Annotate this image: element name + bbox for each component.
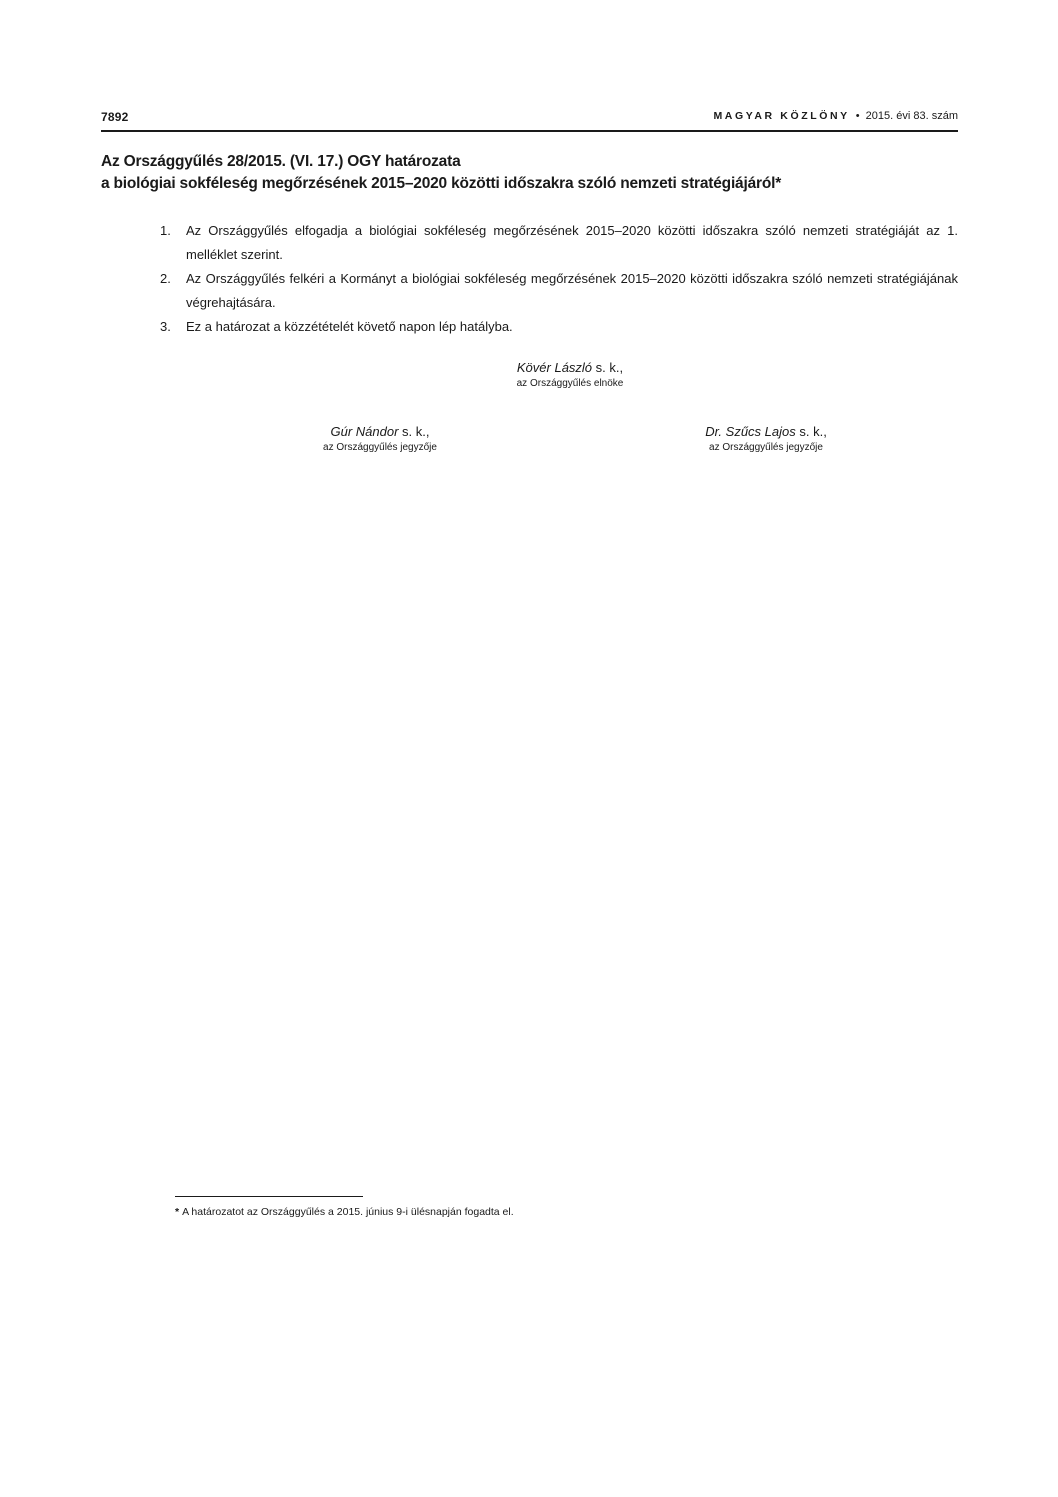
signatory-role: az Országgyűlés jegyzője (323, 442, 437, 453)
signatory-name: Gúr Nándor (330, 424, 399, 439)
article-text: Ez a határozat a közzétételét követő napon lép hatályba. (186, 319, 513, 334)
running-head (713, 110, 958, 122)
title-line-2: a biológiai sokféleség megőrzésének 2015–2020 közötti időszakra szóló nemzeti stratégiájáról* (101, 175, 782, 192)
footnote-mark: * (175, 1206, 180, 1218)
footnote-text: A határozatot az Országgyűlés a 2015. június 9-i ülésnapján fogadta el. (182, 1206, 514, 1218)
footnote-rule (175, 1196, 363, 1197)
article-item (160, 267, 958, 315)
signatory-suffix: s. k., (398, 424, 430, 439)
footnote (175, 1205, 514, 1219)
signatory-role: az Országgyűlés elnöke (516, 378, 624, 389)
running-header (101, 110, 958, 132)
article-number: 2. (160, 271, 171, 286)
article-text: Az Országgyűlés felkéri a Kormányt a biológiai sokféleség megőrzésének 2015–2020 közötti időszakra szóló nemzeti stratégiájának végrehajtására. (186, 271, 958, 310)
resolution-title (101, 151, 958, 195)
bullet-separator: • (855, 110, 860, 122)
signatory-name: Kövér László (516, 360, 593, 375)
article-item (160, 219, 958, 267)
header-rule (101, 130, 958, 132)
issue-info: 2015. évi 83. szám (865, 110, 958, 122)
title-line-1: Az Országgyűlés 28/2015. (VI. 17.) OGY határozata (101, 153, 461, 170)
signatory-suffix: s. k., (592, 360, 624, 375)
article-number: 1. (160, 223, 171, 238)
page-number: 7892 (101, 110, 129, 124)
signatory-name: Dr. Szűcs Lajos (705, 424, 796, 439)
signature-notary-right (666, 423, 866, 455)
journal-name: MAGYAR KÖZLÖNY (713, 110, 850, 122)
article-item (160, 315, 958, 339)
article-number: 3. (160, 319, 171, 334)
signature-notary-left (280, 423, 480, 455)
article-text: Az Országgyűlés elfogadja a biológiai sokféleség megőrzésének 2015–2020 közötti időszakra szóló nemzeti stratégiáját az 1. melléklet szerint. (186, 223, 958, 262)
article-list (160, 219, 958, 339)
signature-president (470, 359, 670, 391)
signatory-suffix: s. k., (795, 424, 827, 439)
signatory-role: az Országgyűlés jegyzője (709, 442, 823, 453)
